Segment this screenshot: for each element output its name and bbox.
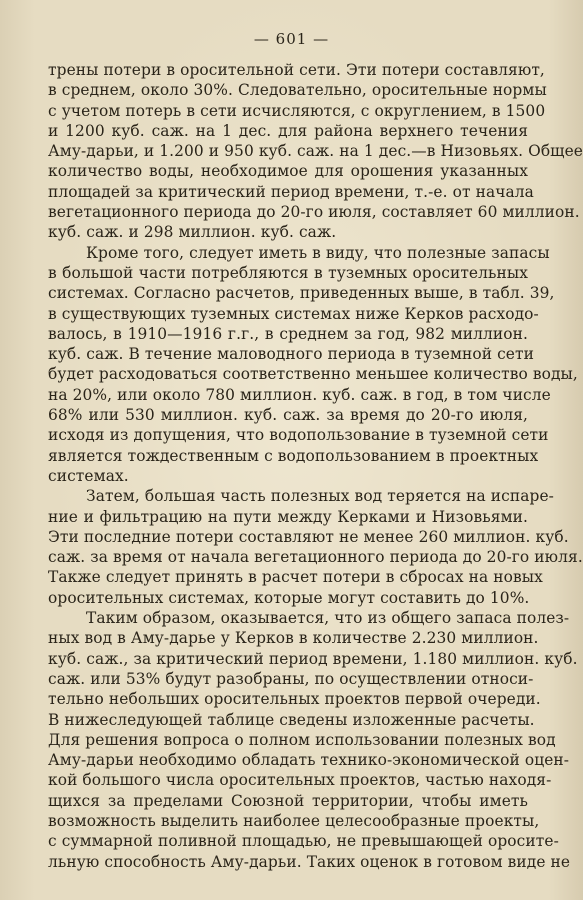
text-line: в среднем, около 30%. Следовательно, оросительные нормы	[48, 81, 547, 100]
text-line: в большой части потребляются в туземных оросительных	[48, 263, 528, 282]
text-line: вегетационного периода до 20-го июля, составляет 60 миллион.	[48, 203, 580, 222]
text-line: ных вод в Аму-дарье у Керков в количестве 2.230 миллион.	[48, 629, 539, 648]
text-line: количество воды, необходимое для орошения указанных	[48, 162, 528, 181]
text-line: возможность выделить наиболее целесообразные проекты,	[48, 811, 540, 830]
text-line: Таким образом, оказывается, что из общего запаса полез-	[86, 609, 570, 628]
text-line: куб. саж. и 298 миллион. куб. саж.	[48, 223, 337, 242]
text-line: является тождественным с водопользованием в проектных	[48, 446, 539, 465]
text-line: саж. за время от начала вегетационного периода до 20-го июля.	[48, 548, 583, 567]
text-line: льную способность Аму-дарьи. Таких оценок в готовом виде не	[48, 852, 571, 871]
text-line: Затем, большая часть полезных вод теряется на испаре-	[86, 487, 554, 506]
text-line: куб. саж. В течение маловодного периода в туземной сети	[48, 345, 534, 364]
text-line: Эти последние потери составляют не менее 260 миллион. куб.	[48, 527, 569, 546]
text-line: Аму-дарьи, и 1.200 и 950 куб. саж. на 1 дес.—в Низовьях. Общее	[48, 142, 583, 161]
text-line: в существующих туземных системах ниже Керков расходо-	[48, 304, 539, 323]
text-line: саж. или 53% будут разобраны, по осуществлении относи-	[48, 669, 534, 688]
page-number: — 601 —	[253, 30, 330, 48]
text-line: куб. саж., за критический период времени, 1.180 миллион. куб.	[48, 649, 578, 668]
text-line: с учетом потерь в сети исчисляются, с округлением, в 1500	[48, 101, 546, 120]
text-line: тельно небольших оросительных проектов первой очереди.	[48, 690, 541, 709]
text-line: Аму-дарьи необходимо обладать технико-экономической оцен-	[48, 751, 570, 770]
text-line: Для решения вопроса о полном использовании полезных вод	[48, 730, 556, 749]
text-line: системах. Согласно расчетов, приведенных выше, в табл. 39,	[48, 284, 555, 303]
text-line: 68% или 530 миллион. куб. саж. за время до 20-го июля,	[48, 406, 528, 425]
text-line: В нижеследующей таблице сведены изложенные расчеты.	[48, 710, 535, 729]
text-line: будет расходоваться соответственно меньшее количество воды,	[48, 365, 578, 384]
text-line: трены потери в оросительной сети. Эти потери составляют,	[48, 61, 545, 79]
text-line: на 20%, или около 780 миллион. куб. саж. в год, в том числе	[48, 385, 551, 404]
text-line: системах.	[48, 466, 129, 485]
text-line: щихся за пределами Союзной территории, чтобы иметь	[48, 791, 528, 810]
text-line: Также следует принять в расчет потери в сбросах на новых	[48, 568, 543, 587]
text-line: оросительных системах, которые могут составить до 10%.	[48, 588, 530, 607]
body-text	[48, 60, 583, 872]
text-line: кой большого числа оросительных проектов, частью находя-	[48, 771, 552, 790]
text-line: ние и фильтрацию на пути между Керками и Низовьями.	[48, 507, 528, 526]
text-line: исходя из допущения, что водопользование в туземной сети	[48, 426, 549, 445]
text-line: площадей за критический период времени, т.-е. от начала	[48, 182, 534, 201]
text-line: валось, в 1910—1916 г.г., в среднем за год, 982 миллион.	[48, 324, 528, 343]
text-line: с суммарной поливной площадью, не превышающей оросите-	[48, 832, 559, 851]
text-line: и 1200 куб. саж. на 1 дес. для района верхнего течения	[48, 121, 528, 140]
text-line: Кроме того, следует иметь в виду, что полезные запасы	[86, 243, 550, 262]
